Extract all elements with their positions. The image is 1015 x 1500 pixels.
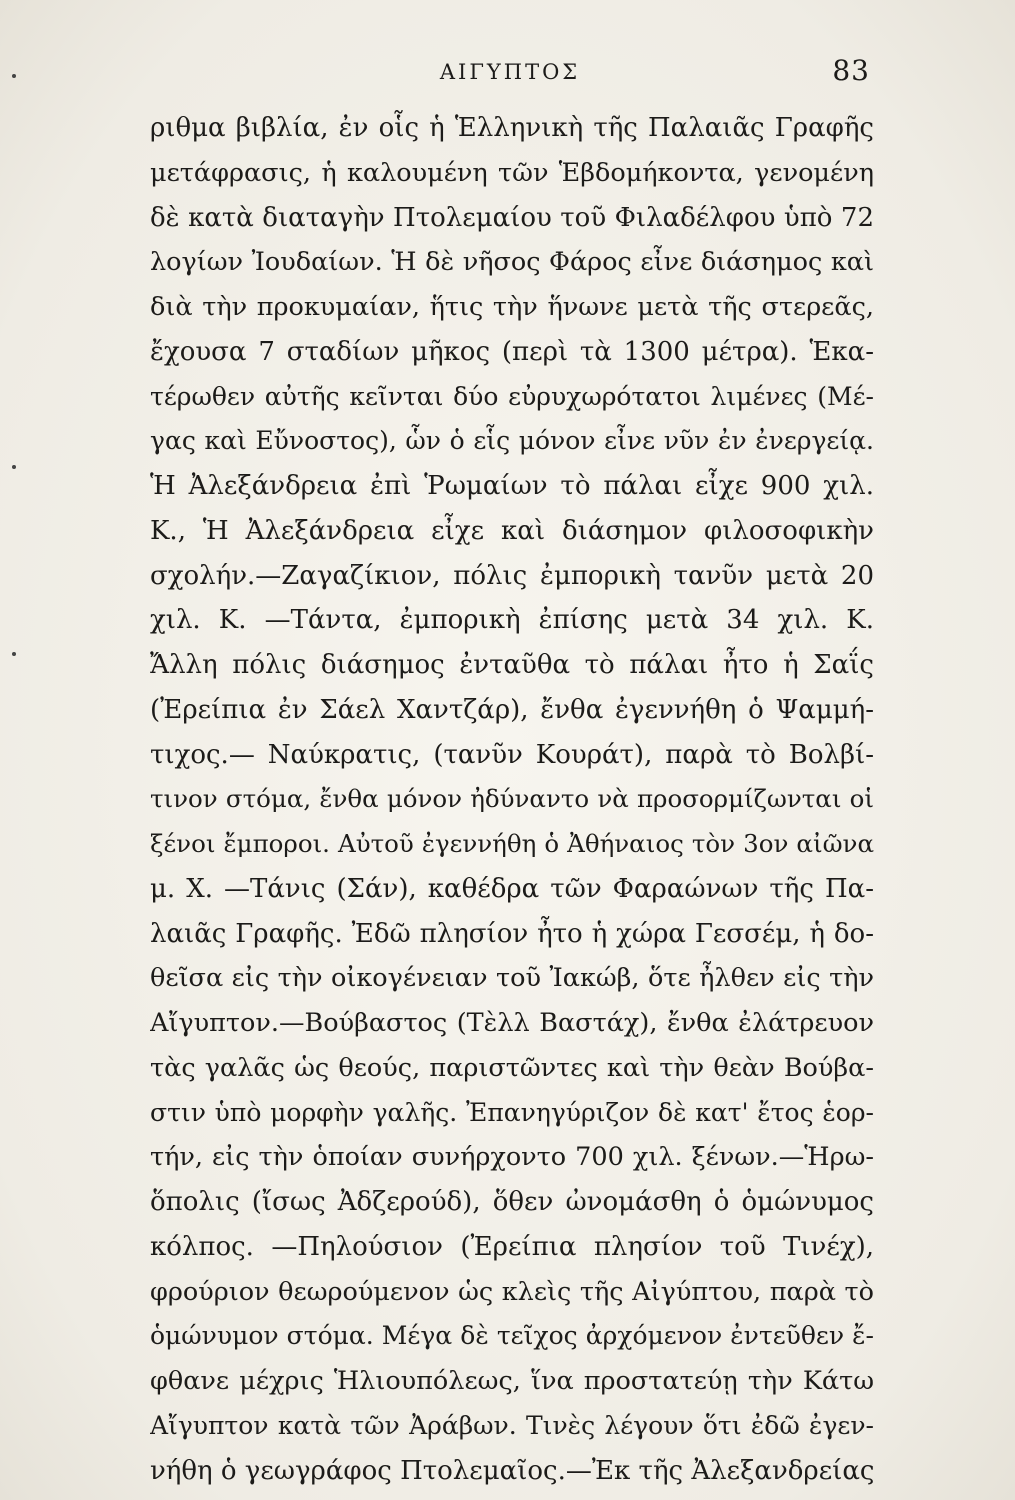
text-line: τινον στόμα, ἔνθα μόνον ἠδύναντο νὰ προσορμίζωνται οἱ bbox=[150, 784, 874, 814]
text-line: ἔχουσα 7 σταδίων μῆκος (περὶ τὰ 1300 μέτρα). Ἑκα- bbox=[150, 336, 874, 367]
text-line: φθανε μέχρις Ἡλιουπόλεως, ἵνα προστατεύῃ τὴν Κάτω bbox=[150, 1366, 874, 1396]
text-line: λαιᾶς Γραφῆς. Ἐδῶ πλησίον ἦτο ἡ χώρα Γεσσέμ, ἡ δο- bbox=[150, 918, 874, 949]
body-text bbox=[150, 106, 874, 1493]
text-line: στιν ὑπὸ μορφὴν γαλῆς. Ἐπανηγύριζον δὲ κατ' ἔτος ἑορ- bbox=[150, 1097, 874, 1127]
text-line: κόλπος. —Πηλούσιον (Ἐρείπια πλησίον τοῦ Τινέχ), bbox=[150, 1231, 874, 1262]
text-line: τέρωθεν αὐτῆς κεῖνται δύο εὐρυχωρότατοι λιμένες (Μέ- bbox=[150, 381, 874, 411]
text-line: φρούριον θεωρούμενον ὡς κλεὶς τῆς Αἰγύπτου, παρὰ τὸ bbox=[150, 1276, 874, 1307]
text-line: λογίων Ἰουδαίων. Ἡ δὲ νῆσος Φάρος εἶνε διάσημος καὶ bbox=[150, 247, 874, 278]
page-number: 83 bbox=[832, 54, 870, 87]
text-line: Ἡ Ἀλεξάνδρεια ἐπὶ Ῥωμαίων τὸ πάλαι εἶχε 900 χιλ. bbox=[150, 471, 874, 501]
text-line: νήθη ὁ γεωγράφος Πτολεμαῖος.—Ἐκ τῆς Ἀλεξανδρείας bbox=[150, 1455, 874, 1486]
text-line: τήν, εἰς τὴν ὁποίαν συνήρχοντο 700 χιλ. ξένων.—Ἡρω- bbox=[150, 1142, 874, 1173]
margin-mark bbox=[12, 652, 16, 656]
text-line: τιχος.— Ναύκρατις, (τανῦν Κουράτ), παρὰ τὸ Βολβί- bbox=[150, 739, 874, 770]
margin-mark bbox=[12, 465, 16, 469]
margin-mark bbox=[12, 74, 16, 78]
text-line: Αἴγυπτον κατὰ τῶν Ἀράβων. Τινὲς λέγουν ὅτι ἐδῶ ἐγεν- bbox=[150, 1410, 874, 1440]
text-line: Κ., Ἡ Ἀλεξάνδρεια εἶχε καὶ διάσημον φιλοσοφικὴν bbox=[150, 515, 874, 546]
text-line: ὅπολις (ἴσως Ἀδζερούδ), ὅθεν ὠνομάσθη ὁ ὁμώνυμος bbox=[150, 1187, 874, 1217]
running-title: ΑΙΓΥΠΤΟΣ bbox=[439, 60, 581, 84]
text-line: μ. Χ. —Τάνις (Σάν), καθέδρα τῶν Φαραώνων τῆς Πα- bbox=[150, 873, 874, 904]
text-line: (Ἐρείπια ἐν Σάελ Χαντζάρ), ἔνθα ἐγεννήθη ὁ Ψαμμή- bbox=[150, 694, 874, 725]
text-line: Αἴγυπτον.—Βούβαστος (Τὲλλ Βαστάχ), ἔνθα ἐλάτρευον bbox=[150, 1008, 874, 1038]
text-line: σχολήν.—Ζαγαζίκιον, πόλις ἐμπορικὴ τανῦν μετὰ 20 bbox=[150, 560, 874, 591]
text-line: διὰ τὴν προκυμαίαν, ἥτις τὴν ἥνωνε μετὰ τῆς στερεᾶς, bbox=[150, 292, 874, 322]
text-line: ξένοι ἔμποροι. Αὐτοῦ ἐγεννήθη ὁ Ἀθήναιος τὸν 3ον αἰῶνα bbox=[150, 829, 874, 858]
text-line: μετάφρασις, ἡ καλουμένη τῶν Ἑβδομήκοντα, γενομένη bbox=[150, 157, 874, 188]
text-line: θεῖσα εἰς τὴν οἰκογένειαν τοῦ Ἰακώβ, ὅτε ἦλθεν εἰς τὴν bbox=[150, 963, 874, 994]
text-line: χιλ. Κ. —Τάντα, ἐμπορικὴ ἐπίσης μετὰ 34 χιλ. Κ. bbox=[150, 605, 874, 636]
text-line: γας καὶ Εὔνοστος), ὧν ὁ εἷς μόνον εἶνε νῦν ἐν ἐνεργείᾳ. bbox=[150, 426, 874, 456]
running-head bbox=[150, 54, 870, 98]
text-line: ὁμώνυμον στόμα. Μέγα δὲ τεῖχος ἀρχόμενον ἐντεῦθεν ἔ- bbox=[150, 1321, 874, 1351]
text-line: δὲ κατὰ διαταγὴν Πτολεμαίου τοῦ Φιλαδέλφου ὑπὸ 72 bbox=[150, 202, 874, 233]
text-line: Ἄλλη πόλις διάσημος ἐνταῦθα τὸ πάλαι ἦτο ἡ Σαΐς bbox=[150, 650, 874, 680]
text-line: τὰς γαλᾶς ὡς θεούς, παριστῶντες καὶ τὴν θεὰν Βούβα- bbox=[150, 1052, 874, 1083]
text-line: ριθμα βιβλία, ἐν οἷς ἡ Ἑλληνικὴ τῆς Παλαιᾶς Γραφῆς bbox=[150, 113, 874, 143]
